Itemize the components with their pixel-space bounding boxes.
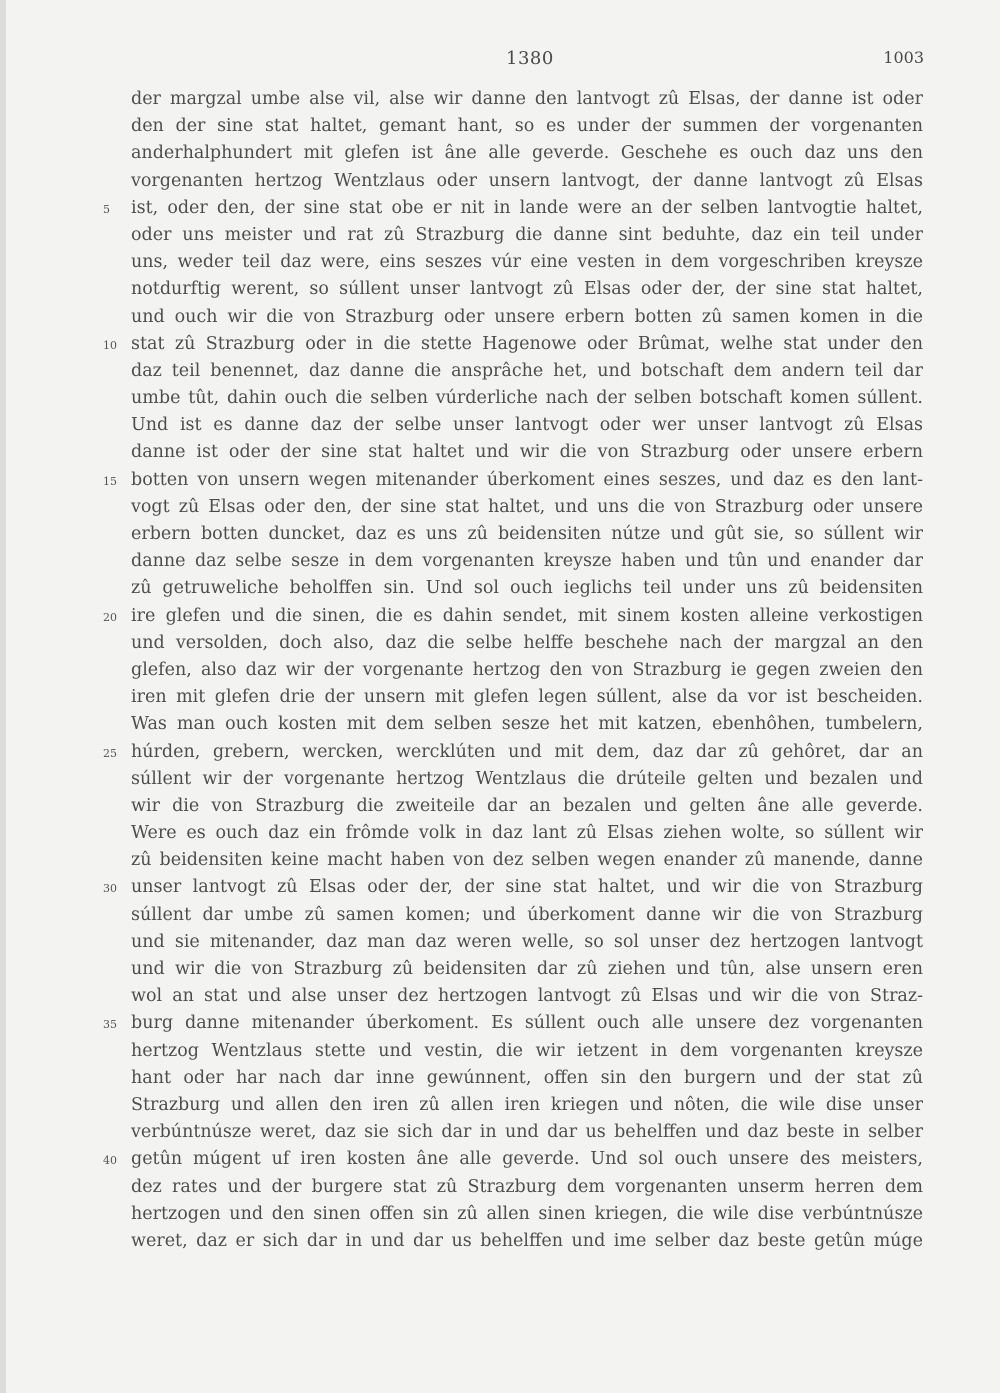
line-text: vogt zû Elsas oder den, der sine stat haltet, und uns die von Strazburg oder unsere [131, 496, 923, 517]
line-text: hant oder har nach dar inne gewúnnent, offen sin den burgern und der stat zû [131, 1067, 923, 1088]
text-line [103, 874, 923, 901]
text-line [131, 902, 923, 929]
line-text: Und ist es danne daz der selbe unser lantvogt oder wer unser lantvogt zû Elsas [131, 415, 923, 436]
line-text: stat zû Strazburg oder in die stette Hagenowe oder Brûmat, welhe stat under den [131, 333, 923, 354]
text-line [131, 1092, 923, 1119]
text-line [103, 331, 923, 358]
line-text: Was man ouch kosten mit dem selben sesze het mit katzen, ebenhôhen, tumbelern, [131, 714, 923, 735]
line-text: zû beidensiten keine macht haben von dez selben wegen enander zû manende, danne [131, 850, 923, 871]
line-number: 10 [103, 338, 117, 352]
text-line [131, 929, 923, 956]
text-line [131, 1228, 923, 1255]
text-line [131, 1038, 923, 1065]
text-line [131, 358, 923, 385]
text-line [131, 249, 923, 276]
line-text: und versolden, doch also, daz die selbe helffe beschehe nach der margzal an den [131, 632, 923, 653]
text-line [131, 793, 923, 820]
line-number: 35 [103, 1018, 117, 1032]
text-line [131, 575, 923, 602]
text-line [131, 168, 923, 195]
line-text: verbúntnúsze weret, daz sie sich dar in und dar us behelffen und daz beste in selber [131, 1122, 923, 1143]
text-line [131, 711, 923, 738]
body-text [0, 86, 1000, 1255]
text-line [131, 657, 923, 684]
line-text: hertzogen und den sinen offen sin zû allen sinen kriegen, die wile dise verbúntnúsze [131, 1203, 923, 1224]
text-line [103, 1146, 923, 1173]
line-text: botten von unsern wegen mitenander úberkoment eines seszes, und daz es den lant- [131, 469, 923, 490]
line-number: 25 [103, 746, 117, 760]
text-line [131, 1201, 923, 1228]
line-text: zû getruweliche beholffen sin. Und sol ouch ieglichs teil under uns zû beidensiten [131, 578, 923, 599]
text-line [131, 439, 923, 466]
line-text: umbe tût, dahin ouch die selben vúrderliche nach der selben botschaft komen súllent. [131, 388, 923, 409]
line-text: dez rates und der burgere stat zû Strazburg dem vorgenanten unserm herren dem [131, 1176, 923, 1197]
text-line [103, 467, 923, 494]
text-line [131, 983, 923, 1010]
text-line [103, 1010, 923, 1037]
text-line [131, 494, 923, 521]
text-line [131, 140, 923, 167]
header-year: 1380 [506, 48, 554, 69]
text-line [131, 956, 923, 983]
line-text: wol an stat und alse unser dez hertzogen lantvogt zû Elsas und wir die von Straz- [131, 986, 923, 1007]
text-line [131, 385, 923, 412]
line-text: Strazburg und allen den iren zû allen iren kriegen und nôten, die wile dise unser [131, 1094, 923, 1115]
header-page-number: 1003 [883, 48, 924, 67]
text-line [131, 684, 923, 711]
line-number: 20 [103, 610, 117, 624]
text-line [131, 1174, 923, 1201]
line-text: iren mit glefen drie der unsern mit glefen legen súllent, alse da vor ist bescheiden. [131, 687, 923, 708]
text-line [131, 630, 923, 657]
text-line [131, 276, 923, 303]
line-text: getûn múgent uf iren kosten âne alle geverde. Und sol ouch unsere des meisters, [131, 1149, 923, 1170]
text-line [131, 1119, 923, 1146]
line-text: oder uns meister und rat zû Strazburg die danne sint beduhte, daz ein teil under [131, 224, 923, 245]
line-text: den der sine stat haltet, gemant hant, so es under der summen der vorgenanten [131, 116, 923, 137]
text-line [131, 521, 923, 548]
line-number: 30 [103, 882, 117, 896]
text-line [131, 1065, 923, 1092]
line-text: glefen, also daz wir der vorgenante hertzog den von Strazburg ie gegen zweien den [131, 659, 923, 680]
line-text: ist, oder den, der sine stat obe er nit in lande were an der selben lantvogtie haltet, [131, 197, 923, 218]
line-text: erbern botten duncket, daz es uns zû beidensiten nútze und gût sie, so súllent wir [131, 524, 923, 544]
line-text: vorgenanten hertzog Wentzlaus oder unsern lantvogt, der danne lantvogt zû Elsas [131, 170, 923, 191]
line-text: wir die von Strazburg die zweiteile dar an bezalen und gelten âne alle geverde. [131, 795, 923, 816]
line-text: súllent wir der vorgenante hertzog Wentzlaus die drúteile gelten und bezalen und [131, 768, 923, 789]
line-text: Were es ouch daz ein frômde volk in daz lant zû Elsas ziehen wolte, so súllent wir [131, 823, 923, 844]
line-text: unser lantvogt zû Elsas oder der, der sine stat haltet, und wir die von Strazburg [131, 877, 923, 898]
text-line [131, 412, 923, 439]
line-text: notdurftig werent, so súllent unser lantvogt zû Elsas oder der, der sine stat haltet, [131, 279, 923, 300]
line-text: húrden, grebern, wercken, wercklúten und mit dem, daz dar zû gehôret, dar an [131, 741, 923, 762]
line-text: danne ist oder der sine stat haltet und wir die von Strazburg oder unsere erbern [131, 442, 923, 463]
text-line [103, 739, 923, 766]
line-number: 5 [103, 202, 110, 216]
line-text: und wir die von Strazburg zû beidensiten dar zû ziehen und tûn, alse unsern eren [131, 959, 923, 979]
line-text: der margzal umbe alse vil, alse wir danne den lantvogt zû Elsas, der danne ist oder [131, 89, 923, 109]
text-line [131, 113, 923, 140]
line-number: 15 [103, 474, 117, 488]
line-text: weret, daz er sich dar in und dar us behelffen und ime selber daz beste getûn múge [131, 1230, 923, 1251]
line-text: súllent dar umbe zû samen komen; und úberkoment danne wir die von Strazburg [131, 904, 923, 925]
text-line [103, 195, 923, 222]
line-number: 40 [103, 1154, 117, 1168]
line-text: und sie mitenander, daz man daz weren welle, so sol unser dez hertzogen lantvogt [131, 931, 923, 952]
text-line [131, 86, 923, 113]
line-text: uns, weder teil daz were, eins seszes vúr eine vesten in dem vorgeschriben kreysze [131, 252, 923, 273]
text-line [131, 766, 923, 793]
line-text: daz teil benennet, daz danne die ansprâche het, und botschaft dem andern teil dar [131, 360, 923, 381]
line-text: anderhalphundert mit glefen ist âne alle geverde. Geschehe es ouch daz uns den [131, 143, 923, 164]
line-text: ire glefen und die sinen, die es dahin sendet, mit sinem kosten alleine verkostigen [131, 605, 923, 626]
line-text: burg danne mitenander úberkoment. Es súllent ouch alle unsere dez vorgenanten [131, 1013, 923, 1034]
text-line [131, 820, 923, 847]
text-line [131, 847, 923, 874]
text-line [131, 304, 923, 331]
text-line [131, 548, 923, 575]
text-line [131, 222, 923, 249]
line-text: hertzog Wentzlaus stette und vestin, die wir ietzent in dem vorgenanten kreysze [131, 1040, 923, 1061]
text-line [103, 603, 923, 630]
line-text: und ouch wir die von Strazburg oder unsere erbern botten zû samen komen in die [131, 306, 923, 327]
line-text: danne daz selbe sesze in dem vorgenanten kreysze haben und tûn und enander dar [131, 551, 923, 572]
